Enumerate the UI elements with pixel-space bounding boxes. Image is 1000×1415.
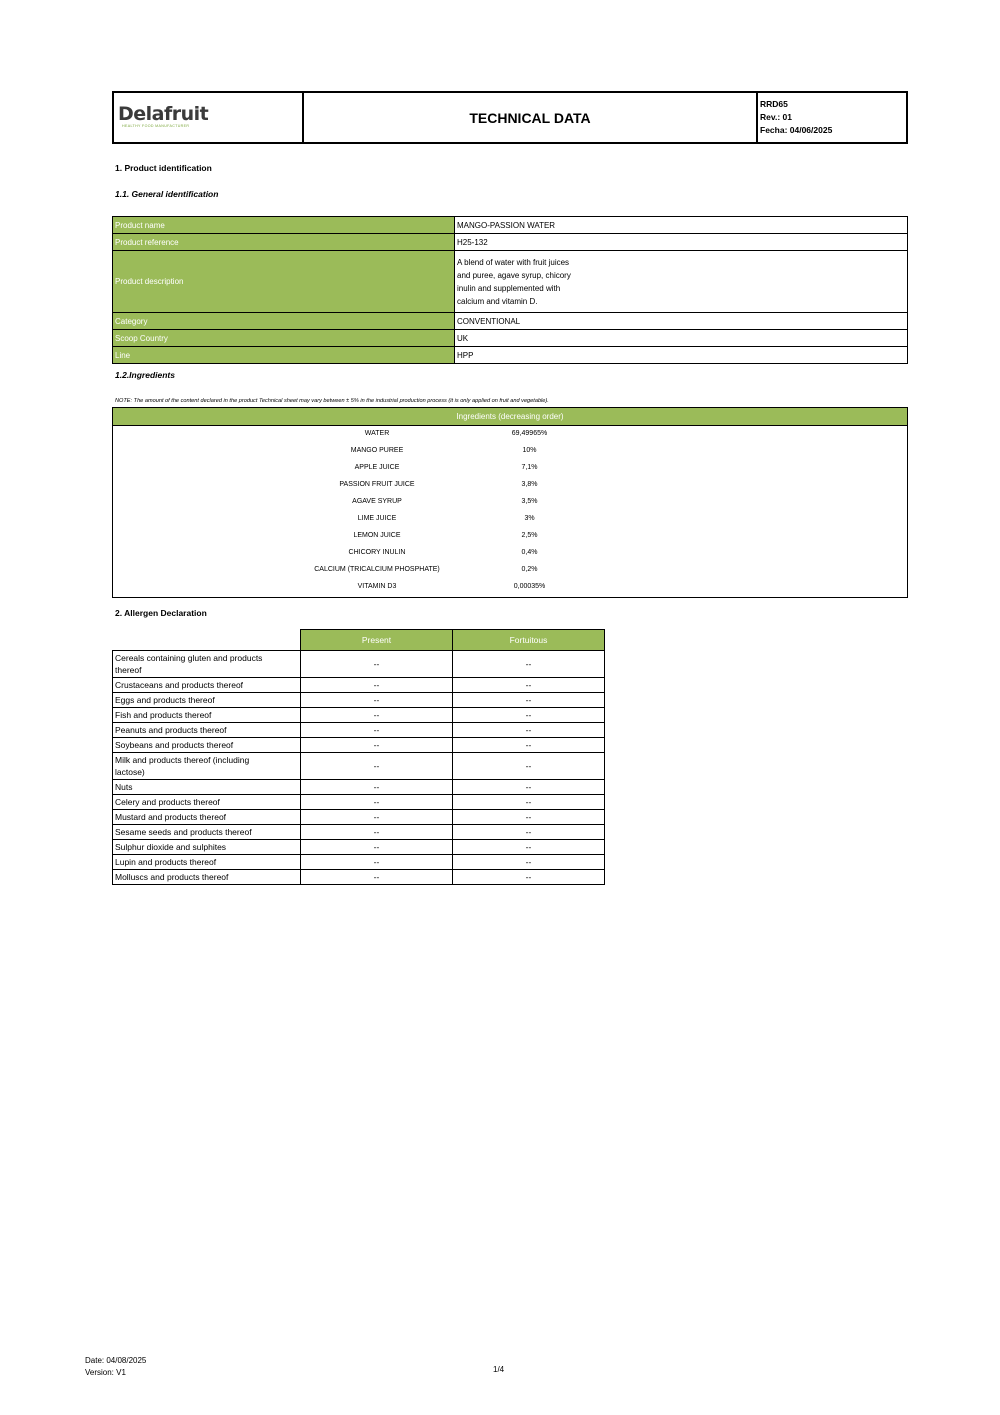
fortuitous-value: -- <box>453 810 605 825</box>
ingredient-name: CALCIUM (TRICALCIUM PHOSPHATE) <box>314 566 440 573</box>
allergen-name: Crustaceans and products thereof <box>113 678 301 693</box>
general-identification-table <box>112 216 908 364</box>
ingredient-row <box>113 460 907 477</box>
row-label: Product name <box>113 217 455 234</box>
table-row <box>113 693 605 708</box>
ingredient-percent: 0,00035% <box>513 583 546 590</box>
table-row <box>113 780 605 795</box>
allergen-name-line: Cereals containing gluten and products <box>115 653 263 663</box>
description-line: calcium and vitamin D. <box>457 296 538 306</box>
ingredient-percent: 3% <box>524 515 535 522</box>
section-ingredients-title: 1.2.Ingredients <box>115 370 175 380</box>
present-value: -- <box>301 738 453 753</box>
document-code: RRD65 <box>760 99 788 109</box>
table-row <box>113 795 605 810</box>
ingredient-name: CHICORY INULIN <box>348 549 406 556</box>
present-value: -- <box>301 708 453 723</box>
footer-date: Date: 04/08/2025 <box>85 1356 147 1365</box>
allergen-name-line: thereof <box>115 665 142 675</box>
fortuitous-value: -- <box>453 753 605 780</box>
present-value: -- <box>301 840 453 855</box>
logo <box>114 93 304 142</box>
fortuitous-value: -- <box>453 780 605 795</box>
ingredient-name: LIME JUICE <box>357 515 397 522</box>
footer-version: Version: V1 <box>85 1368 126 1377</box>
allergen-name <box>113 651 301 678</box>
ingredient-row <box>113 562 907 579</box>
footer <box>85 1355 146 1379</box>
ingredient-row <box>113 426 907 443</box>
allergen-name: Eggs and products thereof <box>113 693 301 708</box>
fortuitous-value: -- <box>453 825 605 840</box>
allergen-name: Sulphur dioxide and sulphites <box>113 840 301 855</box>
ingredient-row <box>113 528 907 545</box>
allergen-name: Lupin and products thereof <box>113 855 301 870</box>
table-header-row <box>113 630 605 651</box>
section-product-identification-title: 1. Product identification <box>115 163 212 173</box>
description-line: inulin and supplemented with <box>457 283 561 293</box>
fortuitous-value: -- <box>453 651 605 678</box>
present-value: -- <box>301 723 453 738</box>
allergen-name-line: Milk and products thereof (including <box>115 755 250 765</box>
present-value: -- <box>301 825 453 840</box>
table-row <box>113 234 908 251</box>
table-row <box>113 678 605 693</box>
document-title: TECHNICAL DATA <box>304 93 758 142</box>
ingredient-name: PASSION FRUIT JUICE <box>339 481 415 488</box>
ingredients-note: NOTE: The amount of the content declared in the product Technical sheet may vary between ± 5% in the industrial production process (it is only applied on fruit and vegetable). <box>115 398 549 404</box>
ingredient-percent: 7,1% <box>521 464 538 471</box>
table-row <box>113 855 605 870</box>
document-meta <box>758 93 906 142</box>
present-value: -- <box>301 795 453 810</box>
allergen-name: Nuts <box>113 780 301 795</box>
fortuitous-value: -- <box>453 738 605 753</box>
description-line: and puree, agave syrup, chicory <box>457 270 571 280</box>
ingredient-percent: 2,5% <box>521 532 538 539</box>
ingredient-name: LEMON JUICE <box>353 532 401 539</box>
table-row <box>113 217 908 234</box>
table-row <box>113 810 605 825</box>
ingredient-row <box>113 545 907 562</box>
allergen-table <box>112 629 605 885</box>
present-value: -- <box>301 780 453 795</box>
ingredient-name: AGAVE SYRUP <box>352 498 402 505</box>
ingredients-header: Ingredients (decreasing order) <box>113 408 907 426</box>
allergen-name-line: lactose) <box>115 767 145 777</box>
fortuitous-value: -- <box>453 723 605 738</box>
ingredient-name: WATER <box>364 430 390 437</box>
product-description <box>455 251 908 313</box>
row-value: MANGO-PASSION WATER <box>455 217 908 234</box>
ingredient-percent: 69,49965% <box>511 430 548 437</box>
allergen-name: Fish and products thereof <box>113 708 301 723</box>
ingredient-row <box>113 579 907 596</box>
ingredient-percent: 0,2% <box>521 566 538 573</box>
allergen-name <box>113 753 301 780</box>
present-value: -- <box>301 870 453 885</box>
page-number: 1/4 <box>493 1365 505 1374</box>
table-row <box>113 723 605 738</box>
ingredient-percent: 10% <box>522 447 537 454</box>
table-row <box>113 651 605 678</box>
row-value: CONVENTIONAL <box>455 313 908 330</box>
ingredient-row <box>113 494 907 511</box>
table-row <box>113 708 605 723</box>
ingredient-row <box>113 477 907 494</box>
ingredients-table <box>112 407 908 598</box>
document-revision: Rev.: 01 <box>760 112 792 122</box>
ingredient-row <box>113 443 907 460</box>
fortuitous-value: -- <box>453 840 605 855</box>
ingredient-percent: 3,5% <box>521 498 538 505</box>
table-row <box>113 313 908 330</box>
table-row <box>113 738 605 753</box>
document-header <box>112 91 908 144</box>
table-row <box>113 330 908 347</box>
ingredient-name: VITAMIN D3 <box>357 583 397 590</box>
fortuitous-value: -- <box>453 795 605 810</box>
ingredient-percent: 0,4% <box>521 549 538 556</box>
allergen-name: Celery and products thereof <box>113 795 301 810</box>
allergen-name: Soybeans and products thereof <box>113 738 301 753</box>
fortuitous-value: -- <box>453 870 605 885</box>
present-value: -- <box>301 753 453 780</box>
column-header-present: Present <box>301 630 453 651</box>
section-general-identification-title: 1.1. General identification <box>115 189 219 199</box>
ingredient-name: MANGO PUREE <box>350 447 404 454</box>
ingredient-percent: 3,8% <box>521 481 538 488</box>
row-value: UK <box>455 330 908 347</box>
row-label: Product reference <box>113 234 455 251</box>
row-label: Product description <box>113 251 455 313</box>
section-allergen-title: 2. Allergen Declaration <box>115 608 207 618</box>
ingredient-name: APPLE JUICE <box>354 464 400 471</box>
ingredient-row <box>113 511 907 528</box>
table-row <box>113 870 605 885</box>
present-value: -- <box>301 855 453 870</box>
fortuitous-value: -- <box>453 855 605 870</box>
row-label: Line <box>113 347 455 364</box>
allergen-name: Mustard and products thereof <box>113 810 301 825</box>
present-value: -- <box>301 651 453 678</box>
table-row <box>113 840 605 855</box>
document-date: Fecha: 04/06/2025 <box>760 125 833 135</box>
table-row <box>113 347 908 364</box>
fortuitous-value: -- <box>453 708 605 723</box>
logo-tagline: HEALTHY FOOD MANUFACTURER <box>122 124 190 128</box>
table-row <box>113 753 605 780</box>
allergen-name: Peanuts and products thereof <box>113 723 301 738</box>
present-value: -- <box>301 678 453 693</box>
fortuitous-value: -- <box>453 693 605 708</box>
logo-wordmark: Delafruit <box>118 103 209 125</box>
table-row <box>113 825 605 840</box>
description-line: A blend of water with fruit juices <box>457 257 570 267</box>
present-value: -- <box>301 693 453 708</box>
row-value: H25-132 <box>455 234 908 251</box>
fortuitous-value: -- <box>453 678 605 693</box>
row-value: HPP <box>455 347 908 364</box>
header-spacer <box>113 630 301 651</box>
table-row <box>113 251 908 313</box>
row-label: Category <box>113 313 455 330</box>
row-label: Scoop Country <box>113 330 455 347</box>
column-header-fortuitous: Fortuitous <box>453 630 605 651</box>
allergen-name: Sesame seeds and products thereof <box>113 825 301 840</box>
present-value: -- <box>301 810 453 825</box>
allergen-name: Molluscs and products thereof <box>113 870 301 885</box>
